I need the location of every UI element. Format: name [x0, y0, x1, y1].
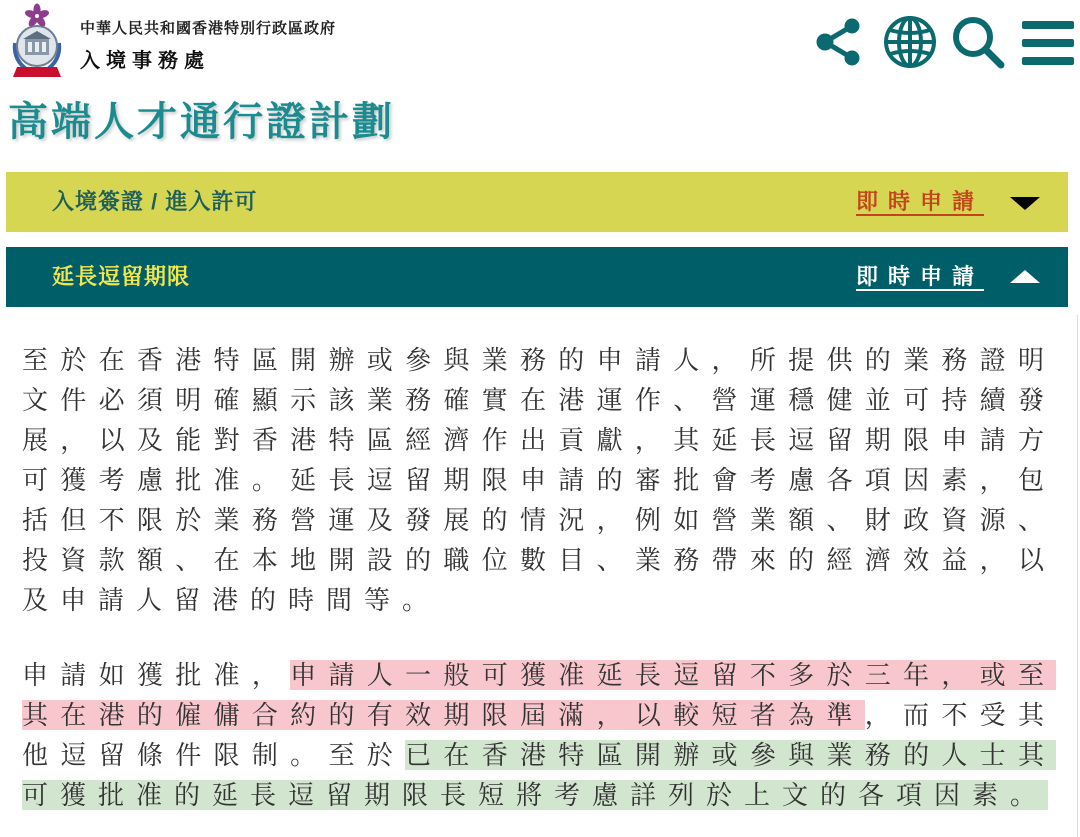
- paragraph-text: ，而不受其他逗留條件限制。至於: [22, 700, 1056, 770]
- caret-down-icon[interactable]: [1010, 197, 1040, 210]
- search-icon[interactable]: [950, 14, 1006, 70]
- page-title: 高端人才通行證計劃: [8, 100, 395, 144]
- content-paragraph: [22, 655, 1056, 815]
- government-name: 中華人民共和國香港特別行政區政府: [80, 20, 337, 37]
- hamburger-menu-icon[interactable]: [1020, 19, 1076, 67]
- globe-icon[interactable]: [882, 14, 938, 70]
- highlighted-text-green: 已在香港特區開辦或參與業務的人士其可獲批准的延長逗留期限長短將考慮詳列於上文的各項因素。: [22, 740, 1056, 810]
- highlighted-text-pink: 申請人一般可獲准延長逗留不多於三年，或至其在港的僱傭合約的有效期限屆滿，以較短者為準: [22, 660, 1056, 730]
- accordion-extension-of-stay[interactable]: [6, 247, 1068, 307]
- content-paragraph: 至於在香港特區開辦或參與業務的申請人，所提供的業務證明文件必須明確顯示該業務確實在港運作、營運穩健並可持續發展，以及能對香港特區經濟作出貢獻，其延長逗留期限申請方可獲考慮批准。延長逗留期限申請的審批會考慮各項因素，包括但不限於業務營運及發展的情況，例如營業額、財政資源、投資款額、在本地開設的職位數目、業務帶來的經濟效益，以及申請人留港的時間等。: [22, 345, 1056, 615]
- immigration-department-emblem[interactable]: [5, 3, 69, 79]
- accordion-label[interactable]: 入境簽證 / 進入許可: [52, 189, 258, 214]
- accordion-label[interactable]: 延長逗留期限: [52, 264, 191, 289]
- accordion-content-panel: [0, 315, 1078, 837]
- apply-now-link[interactable]: 即時申請: [856, 264, 985, 289]
- accordion-entry-visa[interactable]: [6, 172, 1068, 232]
- caret-up-icon[interactable]: [1010, 270, 1040, 283]
- share-icon[interactable]: [816, 17, 862, 67]
- department-name[interactable]: 入境事務處: [80, 50, 210, 72]
- paragraph-text: 申請如獲批准，: [22, 660, 291, 690]
- apply-now-link[interactable]: 即時申請: [856, 189, 985, 214]
